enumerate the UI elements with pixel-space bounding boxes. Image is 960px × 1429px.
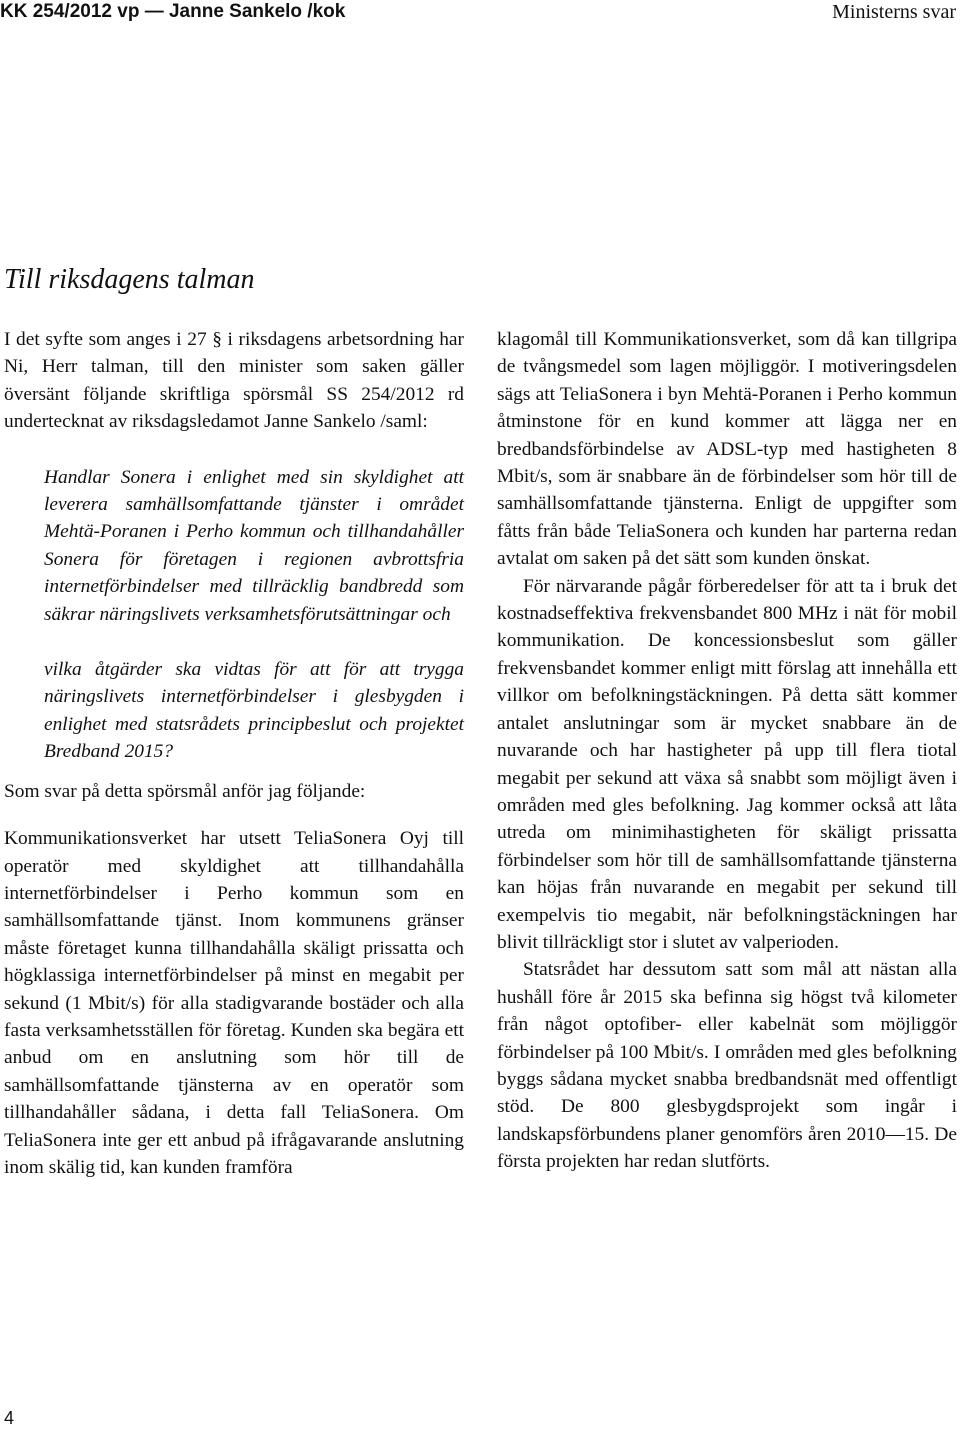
intro-paragraph: I det syfte som anges i 27 § i riksdagens arbetsordning har Ni, Herr talman, till den minister som saken gäller översänt följande skriftliga spörsmål SS 254/2012 rd undertecknat av riksdagsledamot Janne Sankelo /saml: [4,329,464,433]
answer-paragraph-1: Kommunikationsverket har utsett TeliaSonera Oyj till operatör med skyldighet att tillhandahålla internetförbindelser i Perho kommun som en samhällsomfattande tjänst. Inom kommunens gränser måste företaget kunna tillhandahålla skäligt prissatta och högklassiga internetförbindelser på minst en megabit per sekund (1 Mbit/s) för alla stadigvarande bostäder och alla fasta verksamhetsställen för företag. Kunden ska begära ett anbud om en anslutning som hör till de samhällsomfattande tjänsterna av en operatör som tillhandahåller sådana, i detta fall TeliaSonera. Om TeliaSonera inte ger ett anbud på ifrågavarande anslutning inom skälig tid, kan kunden framföra [4,828,464,1178]
document-reference: KK 254/2012 vp — Janne Sankelo /kok [0,1,346,22]
answer-paragraph-2: klagomål till Kommunikationsverket, som då kan tillgripa de tvångsmedel som lagen möjliggör. I motiveringsdelen sägs att TeliaSonera i byn Mehtä-Poranen i Perho kommun åtminstone för en kund kommer att lägga ner en bredbandsförbindelse av ADSL-typ med hastigheten 8 Mbit/s, som är snabbare än de förbindelser som hör till de samhällsomfattande tjänsterna. Enligt de uppgifter som fåtts från både TeliaSonera och kunden har parterna redan avtalat om saken på det sätt som kunden önskat. [497,329,957,570]
answer-paragraph-4: Statsrådet har dessutom satt som mål att nästan alla hushåll före år 2015 ska befinna sig högst två kilometer från något optofiber- eller kabelnät som möjliggör förbindelser på 100 Mbit/s. I områden med gles befolkning byggs sådana mycket snabba bredbandsnät med offentligt stöd. De 800 glesbygdsprojekt som ingår i landskapsförbundens planer genomförs åren 2010—15. De första projekten har redan slutförts. [497,959,957,1173]
question-2: vilka åtgärder ska vidtas för att för att trygga näringslivets internetförbindelser i glesbygden i enlighet med statsrådets principbeslut och projektet Bredband 2015? [44,659,464,763]
left-column [4,326,464,1181]
page-title: Till riksdagens talman [4,264,255,295]
right-column [497,326,957,1176]
answer-paragraph-3: För närvarande pågår förberedelser för att ta i bruk det kostnadseffektiva frekvensbandet 800 MHz i nät för mobil kommunikation. De koncessionsbeslut som gäller frekvensbandet kommer enligt mitt förslag att innehålla ett villkor om befolkningstäckningen. På detta sätt kommer antalet anslutningar som är mycket snabbare än de nuvarande och har hastigheter på upp till flera tiotal megabit per sekund att växa så snabbt som möjligt även i områden med gles befolkning. Jag kommer också att låta utreda om minimihastigheten för skäligt prissatta förbindelser som hör till de samhällsomfattande tjänsterna kan höjas från nuvarande en megabit per sekund till exempelvis tio megabit, när befolkningstäckningen har blivit tillräckligt stor i slutet av valperioden. [497,575,957,953]
document-type-label: Ministerns svar [832,1,956,23]
page-number: 4 [4,1408,15,1428]
question-1: Handlar Sonera i enlighet med sin skyldighet att leverera samhällsomfattande tjänster i området Mehtä-Poranen i Perho kommun och tillhandahåller Sonera för företagen i regionen avbrottsfria internetförbindelser med tillräcklig bandbredd som säkrar näringslivets verksamhetsförutsättningar och [44,466,464,625]
answer-intro: Som svar på detta spörsmål anför jag följande: [4,780,366,802]
